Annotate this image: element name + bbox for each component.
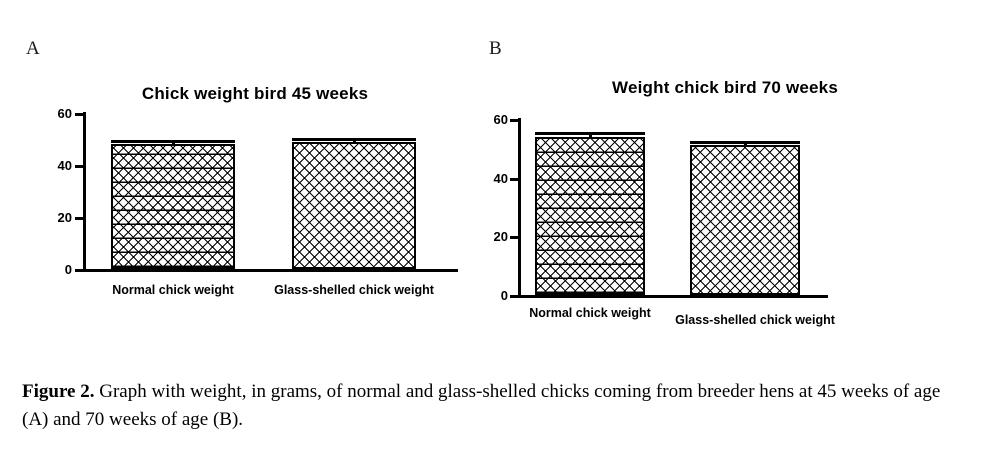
y-axis-a: [83, 112, 86, 272]
chart-panel-a: [20, 78, 470, 348]
category-label-glass-b: Glass-shelled chick weight: [675, 313, 835, 327]
y-tick-40-b: [510, 178, 518, 181]
category-label-normal-a: Normal chick weight: [112, 283, 234, 297]
y-tick-label-20-b: 20: [493, 229, 508, 244]
chart-panel-b: [480, 78, 950, 358]
bar-normal-chick-weight-a: [111, 144, 235, 269]
figure-caption-label: Figure 2.: [22, 381, 95, 402]
errorbar-cap-normal-b: [535, 132, 645, 135]
y-tick-label-0-b: 0: [500, 288, 508, 303]
x-axis-a: [83, 269, 458, 272]
figure-caption-text: Graph with weight, in grams, of normal and glass-shelled chicks coming from breeder hens at 45 weeks of age (A) and 70 weeks of age (B).: [22, 381, 941, 430]
y-tick-label-40-a: 40: [57, 158, 72, 173]
panel-label-b: B: [489, 38, 502, 59]
figure-caption: [22, 378, 952, 434]
plot-area-a: [20, 78, 470, 348]
y-tick-label-20-a: 20: [57, 210, 72, 225]
y-tick-60-b: [510, 119, 518, 122]
bar-glass-shelled-chick-weight-b: [690, 145, 800, 295]
plot-area-b: [480, 78, 950, 358]
bar-glass-shelled-chick-weight-a: [292, 142, 416, 269]
category-label-normal-b: Normal chick weight: [529, 306, 651, 320]
y-tick-20-b: [510, 236, 518, 239]
errorbar-cap-glass-a: [292, 138, 416, 141]
y-tick-0-b: [510, 295, 518, 298]
errorbar-cap-glass-b: [690, 141, 800, 144]
chart-title-b: Weight chick bird 70 weeks: [612, 78, 838, 97]
y-tick-label-40-b: 40: [493, 171, 508, 186]
panel-label-a: A: [26, 38, 40, 59]
bar-normal-chick-weight-b: [535, 137, 645, 295]
errorbar-cap-normal-a: [111, 140, 235, 143]
y-tick-label-0-a: 0: [64, 262, 72, 277]
category-label-glass-a: Glass-shelled chick weight: [274, 283, 434, 297]
y-tick-0-a: [75, 269, 83, 272]
y-tick-60-a: [75, 113, 83, 116]
y-tick-label-60-a: 60: [57, 106, 72, 121]
y-tick-20-a: [75, 217, 83, 220]
y-tick-40-a: [75, 165, 83, 168]
y-tick-label-60-b: 60: [493, 112, 508, 127]
y-axis-b: [518, 118, 521, 298]
chart-title-a: Chick weight bird 45 weeks: [141, 84, 369, 103]
x-axis-b: [518, 295, 828, 298]
